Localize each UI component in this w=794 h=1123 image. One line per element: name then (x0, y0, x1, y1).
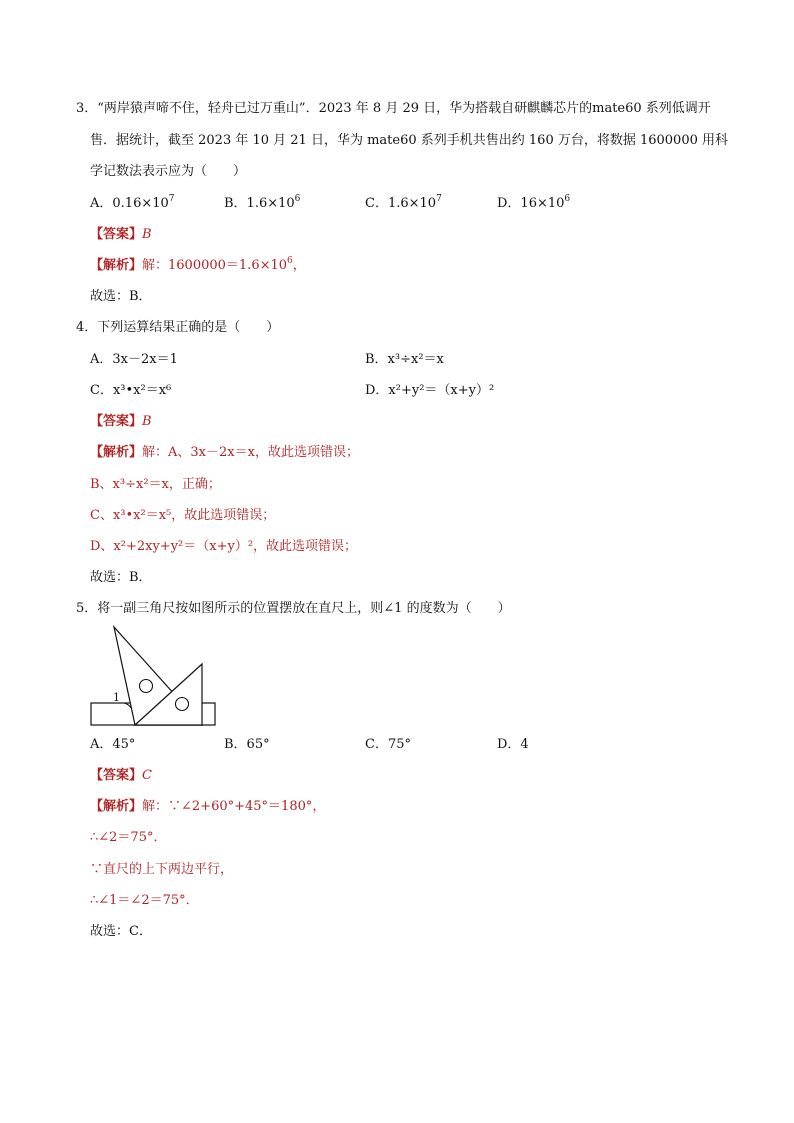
q5-option-a: A．45° (90, 737, 136, 752)
q3-analysis: 【解析】解：$1600000=1.6\times 10^6$， (90, 256, 306, 273)
q4-analysis-b: B、x³÷x²＝x，正确； (90, 477, 221, 492)
q4-analysis-d: D、x²+2xy+y²＝（x+y）²，故此选项错误； (90, 539, 358, 554)
triangle-ruler-figure (90, 624, 220, 728)
q3-stem-line1: 3．“两岸猿声啼不住，轻舟已过万重山”．2023 年 8 月 29 日，华为搭载自研麒麟芯片的mate60 系列低调开 (76, 101, 711, 116)
q3-option-c: C．$1.6\times 10^7$ (365, 194, 442, 211)
q5-option-b: B．65° (224, 737, 270, 752)
q3-stem-line2: 售．据统计，截至 2023 年 10 月 21 日，华为 mate60 系列手机共售出约 160 万台，将数据 1600000 用科 (90, 133, 729, 148)
q3-conclusion: 故选：B． (90, 289, 152, 304)
q5-analysis-line2: ∴∠2＝75°． (90, 830, 167, 845)
q4-analysis: 【解析】解：A、3x－2x＝x，故此选项错误； (90, 445, 359, 460)
q3-option-b: B．$1.6\times 10^6$ (224, 194, 301, 211)
q5-analysis-line4: ∴∠1＝∠2＝75°． (90, 893, 199, 908)
q3-option-d: D．$16\times 10^6$ (497, 194, 571, 211)
q5-answer: 【答案】C (90, 768, 152, 783)
q4-option-c: C．x³•x²＝x⁶ (90, 383, 172, 398)
q4-option-d: D．x²+y²＝（x+y）² (365, 383, 495, 398)
q5-conclusion: 故选：C． (90, 924, 152, 939)
q4-analysis-c: C、x³•x²＝x⁵，故此选项错误； (90, 508, 276, 523)
q4-stem: 4．下列运算结果正确的是（ ） (76, 320, 280, 335)
q4-conclusion: 故选：B． (90, 570, 152, 585)
angle-1-label: 1 (113, 691, 120, 704)
q4-answer: 【答案】B (90, 414, 152, 429)
q3-answer: 【答案】B (90, 227, 152, 242)
q5-analysis: 【解析】解：∵∠2+60°+45°＝180°， (90, 799, 326, 814)
q5-option-c: C．75° (365, 737, 411, 752)
q4-option-a: A．3x－2x＝1 (90, 352, 178, 367)
q5-analysis-line3: ∵直尺的上下两边平行， (90, 862, 234, 877)
q5-stem: 5．将一副三角尺按如图所示的位置摆放在直尺上，则∠1 的度数为（ ） (76, 601, 511, 616)
q3-option-a: A．$0.16\times 10^7$ (90, 194, 175, 211)
q3-stem-line3: 学记数法表示应为（ ） (90, 164, 247, 179)
q4-option-b: B．x³÷x²＝x (365, 352, 444, 367)
q5-option-d: D．4 (497, 737, 529, 752)
